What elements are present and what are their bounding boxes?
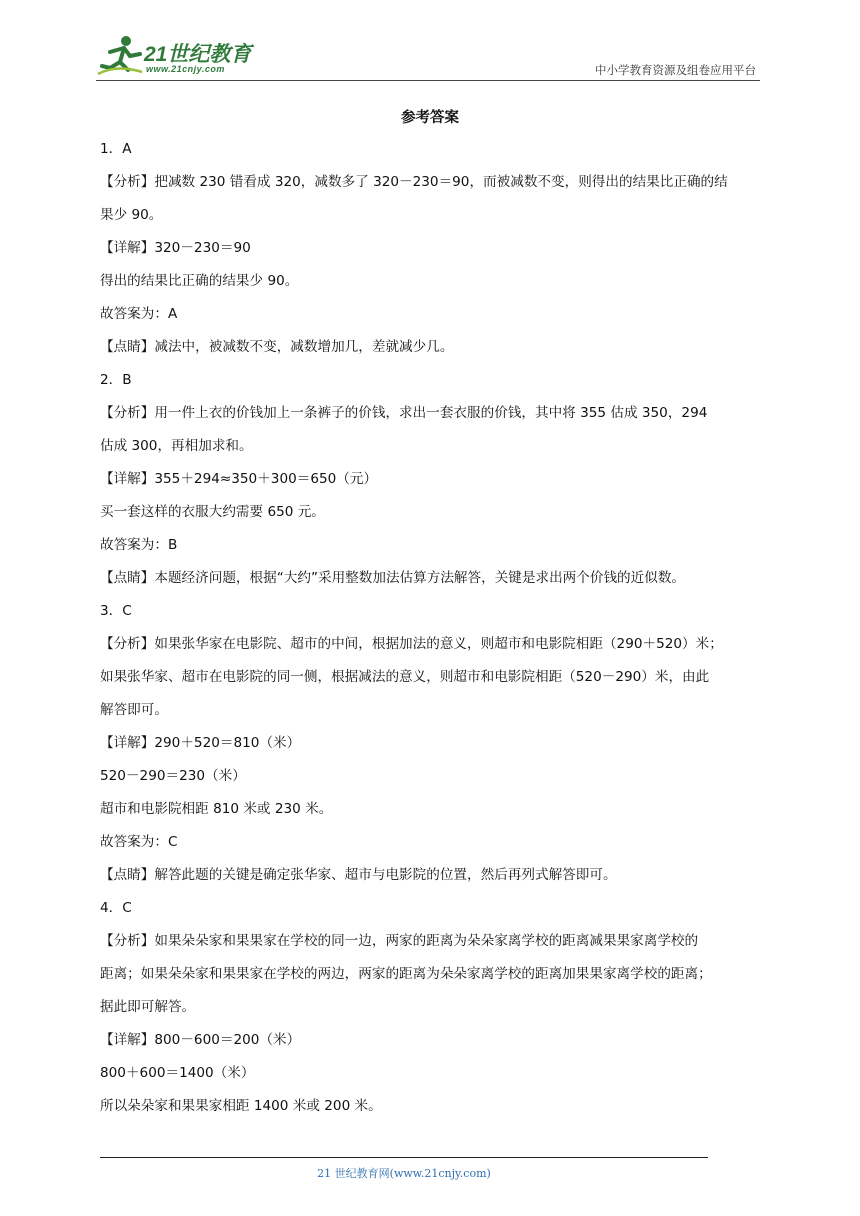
- answer-line: 据此即可解答。: [100, 999, 196, 1015]
- answer-line: 故答案为：C: [100, 834, 178, 850]
- runner-icon: [96, 34, 144, 78]
- page-title: 参考答案: [401, 110, 459, 126]
- header-divider: [96, 80, 760, 81]
- answer-line: 故答案为：B: [100, 537, 178, 553]
- answer-line: 【分析】用一件上衣的价钱加上一条裤子的价钱，求出一套衣服的价钱，其中将 355 估成 350，294: [100, 405, 708, 421]
- answer-line: 520－290＝230（米）: [100, 768, 246, 784]
- page-header: [96, 28, 760, 82]
- answer-line: 4．C: [100, 900, 132, 916]
- answer-line: 买一套这样的衣服大约需要 650 元。: [100, 504, 325, 520]
- answer-line: 所以朵朵家和果果家相距 1400 米或 200 米。: [100, 1098, 382, 1114]
- answer-line: 果少 90。: [100, 207, 163, 223]
- answer-line: 【详解】800－600＝200（米）: [100, 1032, 301, 1048]
- answer-line: 3．C: [100, 603, 132, 619]
- logo-url: www.21cnjy.com: [146, 64, 225, 74]
- answer-line: 1．A: [100, 141, 132, 157]
- answer-line: 估成 300，再相加求和。: [100, 438, 253, 454]
- answer-line: 2．B: [100, 372, 132, 388]
- answer-line: 解答即可。: [100, 702, 168, 718]
- answer-line: 【详解】320－230＝90: [100, 240, 251, 256]
- answer-line: 【详解】290＋520＝810（米）: [100, 735, 301, 751]
- answer-line: 如果张华家、超市在电影院的同一侧，根据减法的意义，则超市和电影院相距（520－290）米，由此: [100, 669, 710, 685]
- site-logo[interactable]: [96, 34, 266, 78]
- answer-line: 故答案为：A: [100, 306, 178, 322]
- answer-line: 距离；如果朵朵家和果果家在学校的两边，两家的距离为朵朵家离学校的距离加果果家离学校的距离；: [100, 966, 712, 982]
- answer-line: 【分析】如果张华家在电影院、超市的中间，根据加法的意义，则超市和电影院相距（290＋520）米；: [100, 636, 723, 652]
- answer-line: 【详解】355＋294≈350＋300＝650（元）: [100, 471, 378, 487]
- answer-line: 【点睛】解答此题的关键是确定张华家、超市与电影院的位置，然后再列式解答即可。: [100, 867, 617, 883]
- answer-line: 得出的结果比正确的结果少 90。: [100, 273, 299, 289]
- answer-line: 超市和电影院相距 810 米或 230 米。: [100, 801, 333, 817]
- logo-text: 21世纪教育: [144, 43, 252, 66]
- answer-line: 【点睛】本题经济问题，根据“大约”采用整数加法估算方法解答，关键是求出两个价钱的近似数。: [100, 570, 686, 586]
- footer-divider: [100, 1157, 708, 1158]
- footer-link[interactable]: 21 世纪教育网(www.21cnjy.com): [317, 1167, 491, 1180]
- header-tagline: 中小学教育资源及组卷应用平台: [595, 63, 756, 77]
- answer-line: 【分析】把减数 230 错看成 320，减数多了 320－230＝90，而被减数不变，则得出的结果比正确的结: [100, 174, 728, 190]
- answer-line: 【点睛】减法中，被减数不变，减数增加几，差就减少几。: [100, 339, 454, 355]
- answer-line: 【分析】如果朵朵家和果果家在学校的同一边，两家的距离为朵朵家离学校的距离减果果家离学校的: [100, 933, 699, 949]
- answer-line: 800＋600＝1400（米）: [100, 1065, 255, 1081]
